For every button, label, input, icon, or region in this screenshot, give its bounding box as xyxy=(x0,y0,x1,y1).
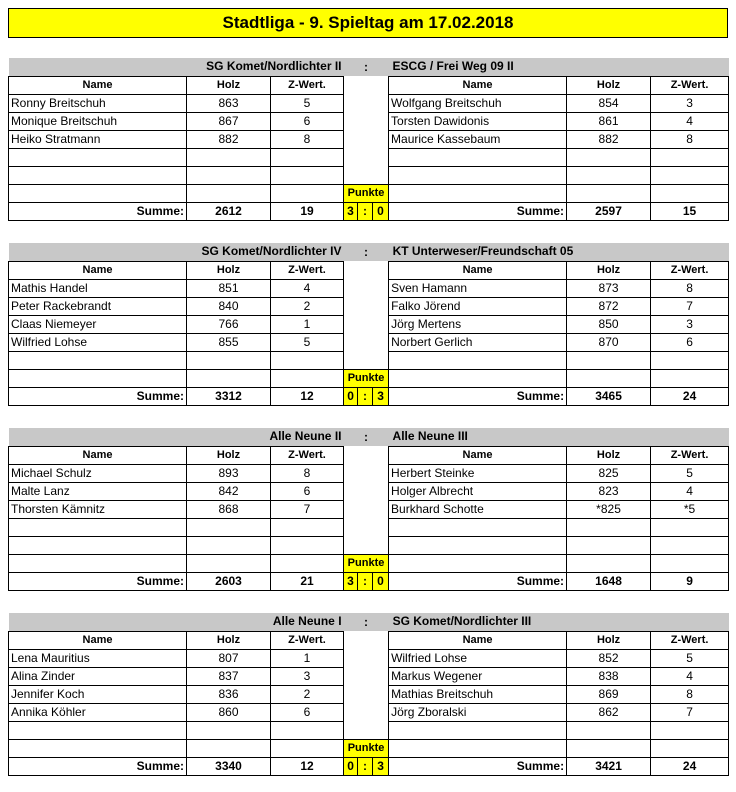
away-player-zwert xyxy=(651,369,729,387)
home-player-holz xyxy=(187,351,271,369)
home-player-zwert: 2 xyxy=(271,685,344,703)
home-player-zwert xyxy=(271,369,344,387)
col-header-name: Name xyxy=(9,446,187,464)
away-player-zwert: 8 xyxy=(651,130,729,148)
away-player-zwert xyxy=(651,166,729,184)
col-header-holz: Holz xyxy=(567,76,651,94)
sum-label: Summe: xyxy=(389,572,567,590)
away-player-name xyxy=(389,518,567,536)
away-sum-holz: 2597 xyxy=(567,202,651,220)
home-player-zwert xyxy=(271,554,344,572)
home-player-holz: 842 xyxy=(187,482,271,500)
home-player-zwert: 1 xyxy=(271,649,344,667)
away-player-zwert xyxy=(651,536,729,554)
away-player-name: Maurice Kassebaum xyxy=(389,130,567,148)
player-row xyxy=(9,667,729,685)
match-table xyxy=(8,58,729,221)
home-player-zwert xyxy=(271,148,344,166)
away-player-name: Burkhard Schotte xyxy=(389,500,567,518)
away-sum-zwert: 15 xyxy=(651,202,729,220)
home-player-zwert: 5 xyxy=(271,94,344,112)
col-header-holz: Holz xyxy=(567,446,651,464)
away-player-name: Norbert Gerlich xyxy=(389,333,567,351)
points-label: Punkte xyxy=(344,739,389,757)
col-header-holz: Holz xyxy=(187,631,271,649)
away-player-zwert xyxy=(651,554,729,572)
away-player-holz xyxy=(567,351,651,369)
points-separator: : xyxy=(358,387,373,405)
home-player-zwert: 6 xyxy=(271,482,344,500)
away-player-zwert xyxy=(651,351,729,369)
away-player-zwert: 3 xyxy=(651,94,729,112)
away-player-name xyxy=(389,148,567,166)
points-away: 0 xyxy=(373,572,389,590)
away-sum-holz: 1648 xyxy=(567,572,651,590)
player-row xyxy=(9,315,729,333)
home-player-holz xyxy=(187,184,271,202)
home-player-holz: 860 xyxy=(187,703,271,721)
away-player-zwert xyxy=(651,148,729,166)
player-row xyxy=(9,500,729,518)
points-home: 0 xyxy=(344,387,358,405)
away-player-zwert: 4 xyxy=(651,112,729,130)
col-header-holz: Holz xyxy=(567,631,651,649)
home-player-holz xyxy=(187,369,271,387)
home-player-name xyxy=(9,166,187,184)
away-player-holz xyxy=(567,518,651,536)
home-team-name: SG Komet/Nordlichter II xyxy=(9,58,344,76)
match-block xyxy=(8,428,728,591)
sum-row xyxy=(9,757,729,775)
col-header-name: Name xyxy=(389,446,567,464)
away-player-name: Falko Jörend xyxy=(389,297,567,315)
col-header-name: Name xyxy=(9,631,187,649)
away-player-name: Wolfgang Breitschuh xyxy=(389,94,567,112)
home-player-name: Annika Köhler xyxy=(9,703,187,721)
match-block xyxy=(8,58,728,221)
points-away: 3 xyxy=(373,757,389,775)
away-player-name xyxy=(389,184,567,202)
home-player-holz xyxy=(187,739,271,757)
home-sum-holz: 3340 xyxy=(187,757,271,775)
away-player-holz xyxy=(567,166,651,184)
home-player-zwert xyxy=(271,536,344,554)
player-row xyxy=(9,369,729,387)
points-label: Punkte xyxy=(344,369,389,387)
player-row xyxy=(9,94,729,112)
sum-row xyxy=(9,387,729,405)
away-player-zwert: 4 xyxy=(651,667,729,685)
home-player-zwert xyxy=(271,184,344,202)
away-player-holz: 882 xyxy=(567,130,651,148)
home-player-holz: 840 xyxy=(187,297,271,315)
home-player-zwert xyxy=(271,739,344,757)
player-row xyxy=(9,279,729,297)
home-player-name: Wilfried Lohse xyxy=(9,333,187,351)
points-separator: : xyxy=(358,572,373,590)
away-player-holz: 872 xyxy=(567,297,651,315)
away-player-name xyxy=(389,721,567,739)
home-sum-zwert: 21 xyxy=(271,572,344,590)
home-player-name: Peter Rackebrandt xyxy=(9,297,187,315)
home-player-name xyxy=(9,518,187,536)
home-player-holz: 893 xyxy=(187,464,271,482)
points-away: 3 xyxy=(373,387,389,405)
away-player-name: Sven Hamann xyxy=(389,279,567,297)
home-player-holz: 868 xyxy=(187,500,271,518)
sum-row xyxy=(9,572,729,590)
home-sum-holz: 2603 xyxy=(187,572,271,590)
away-player-name: Wilfried Lohse xyxy=(389,649,567,667)
home-player-name: Lena Mauritius xyxy=(9,649,187,667)
home-player-name xyxy=(9,148,187,166)
home-team-name: SG Komet/Nordlichter IV xyxy=(9,243,344,261)
home-player-holz xyxy=(187,721,271,739)
home-player-holz: 863 xyxy=(187,94,271,112)
away-player-name: Jörg Zboralski xyxy=(389,703,567,721)
match-table xyxy=(8,428,729,591)
away-team-name: ESCG / Frei Weg 09 II xyxy=(389,58,729,76)
home-player-name: Claas Niemeyer xyxy=(9,315,187,333)
away-player-zwert: 8 xyxy=(651,685,729,703)
home-sum-holz: 3312 xyxy=(187,387,271,405)
away-player-zwert: 7 xyxy=(651,297,729,315)
sum-label: Summe: xyxy=(389,757,567,775)
player-row xyxy=(9,721,729,739)
away-player-name xyxy=(389,554,567,572)
home-player-holz: 807 xyxy=(187,649,271,667)
away-team-name: Alle Neune III xyxy=(389,428,729,446)
points-label: Punkte xyxy=(344,554,389,572)
home-player-name: Alina Zinder xyxy=(9,667,187,685)
home-player-name xyxy=(9,369,187,387)
player-row xyxy=(9,464,729,482)
home-sum-holz: 2612 xyxy=(187,202,271,220)
home-player-name: Monique Breitschuh xyxy=(9,112,187,130)
points-separator: : xyxy=(358,202,373,220)
match-block xyxy=(8,613,728,776)
home-player-name: Mathis Handel xyxy=(9,279,187,297)
points-home: 3 xyxy=(344,202,358,220)
away-player-zwert xyxy=(651,721,729,739)
page-title: Stadtliga - 9. Spieltag am 17.02.2018 xyxy=(8,8,728,38)
away-sum-zwert: 24 xyxy=(651,387,729,405)
away-player-name: Mathias Breitschuh xyxy=(389,685,567,703)
away-player-name: Torsten Dawidonis xyxy=(389,112,567,130)
away-player-holz xyxy=(567,184,651,202)
match-block xyxy=(8,243,728,406)
points-away: 0 xyxy=(373,202,389,220)
home-player-zwert: 7 xyxy=(271,500,344,518)
home-player-zwert xyxy=(271,721,344,739)
player-row xyxy=(9,482,729,500)
home-player-holz xyxy=(187,554,271,572)
col-header-zwert: Z-Wert. xyxy=(271,261,344,279)
player-row xyxy=(9,130,729,148)
player-row xyxy=(9,554,729,572)
away-player-holz: 854 xyxy=(567,94,651,112)
home-player-holz xyxy=(187,166,271,184)
player-row xyxy=(9,148,729,166)
away-player-holz: 873 xyxy=(567,279,651,297)
match-table xyxy=(8,243,729,406)
home-player-name: Heiko Stratmann xyxy=(9,130,187,148)
away-player-name xyxy=(389,739,567,757)
home-player-zwert: 2 xyxy=(271,297,344,315)
team-separator: : xyxy=(344,613,389,631)
player-row xyxy=(9,351,729,369)
home-player-zwert: 8 xyxy=(271,464,344,482)
away-player-holz xyxy=(567,739,651,757)
player-row xyxy=(9,703,729,721)
home-player-name xyxy=(9,184,187,202)
away-player-holz xyxy=(567,554,651,572)
away-player-holz: 869 xyxy=(567,685,651,703)
sum-label: Summe: xyxy=(389,202,567,220)
away-player-name: Markus Wegener xyxy=(389,667,567,685)
col-header-zwert: Z-Wert. xyxy=(271,446,344,464)
away-player-holz: 838 xyxy=(567,667,651,685)
away-player-holz xyxy=(567,369,651,387)
away-player-name xyxy=(389,369,567,387)
col-header-holz: Holz xyxy=(187,76,271,94)
away-player-name: Jörg Mertens xyxy=(389,315,567,333)
away-player-holz: 823 xyxy=(567,482,651,500)
points-home: 3 xyxy=(344,572,358,590)
away-player-holz: 850 xyxy=(567,315,651,333)
away-player-name xyxy=(389,166,567,184)
col-header-holz: Holz xyxy=(187,446,271,464)
away-player-holz xyxy=(567,536,651,554)
sum-label: Summe: xyxy=(389,387,567,405)
points-label: Punkte xyxy=(344,184,389,202)
home-team-name: Alle Neune II xyxy=(9,428,344,446)
points-home: 0 xyxy=(344,757,358,775)
player-row xyxy=(9,112,729,130)
away-player-zwert: 8 xyxy=(651,279,729,297)
player-row xyxy=(9,333,729,351)
home-player-name: Thorsten Kämnitz xyxy=(9,500,187,518)
player-row xyxy=(9,184,729,202)
player-row xyxy=(9,166,729,184)
away-player-name: Holger Albrecht xyxy=(389,482,567,500)
sum-label: Summe: xyxy=(9,757,187,775)
home-player-holz xyxy=(187,536,271,554)
away-player-zwert: 7 xyxy=(651,703,729,721)
away-player-zwert xyxy=(651,739,729,757)
home-player-holz: 855 xyxy=(187,333,271,351)
home-player-zwert: 4 xyxy=(271,279,344,297)
team-separator: : xyxy=(344,58,389,76)
away-player-name xyxy=(389,536,567,554)
home-player-name: Jennifer Koch xyxy=(9,685,187,703)
home-sum-zwert: 12 xyxy=(271,387,344,405)
away-team-name: KT Unterweser/Freundschaft 05 xyxy=(389,243,729,261)
away-sum-holz: 3465 xyxy=(567,387,651,405)
home-player-zwert: 3 xyxy=(271,667,344,685)
home-player-holz: 836 xyxy=(187,685,271,703)
home-player-zwert: 1 xyxy=(271,315,344,333)
home-player-holz xyxy=(187,148,271,166)
home-player-zwert: 8 xyxy=(271,130,344,148)
away-sum-zwert: 9 xyxy=(651,572,729,590)
player-row xyxy=(9,649,729,667)
points-separator: : xyxy=(358,757,373,775)
sum-label: Summe: xyxy=(9,202,187,220)
away-sum-holz: 3421 xyxy=(567,757,651,775)
away-sum-zwert: 24 xyxy=(651,757,729,775)
home-team-name: Alle Neune I xyxy=(9,613,344,631)
home-player-zwert xyxy=(271,166,344,184)
sum-label: Summe: xyxy=(9,387,187,405)
col-header-zwert: Z-Wert. xyxy=(271,76,344,94)
away-player-holz xyxy=(567,721,651,739)
col-header-name: Name xyxy=(389,261,567,279)
col-header-name: Name xyxy=(9,76,187,94)
sum-row xyxy=(9,202,729,220)
away-player-holz: 825 xyxy=(567,464,651,482)
team-separator: : xyxy=(344,243,389,261)
home-player-zwert xyxy=(271,518,344,536)
away-player-name xyxy=(389,351,567,369)
player-row xyxy=(9,685,729,703)
home-player-holz: 766 xyxy=(187,315,271,333)
col-header-holz: Holz xyxy=(567,261,651,279)
home-player-name xyxy=(9,554,187,572)
home-player-name xyxy=(9,351,187,369)
team-separator: : xyxy=(344,428,389,446)
home-player-name: Michael Schulz xyxy=(9,464,187,482)
away-player-holz: *825 xyxy=(567,500,651,518)
away-player-holz: 852 xyxy=(567,649,651,667)
home-player-name: Malte Lanz xyxy=(9,482,187,500)
home-player-zwert: 5 xyxy=(271,333,344,351)
sum-label: Summe: xyxy=(9,572,187,590)
home-player-zwert xyxy=(271,351,344,369)
player-row xyxy=(9,536,729,554)
col-header-zwert: Z-Wert. xyxy=(651,261,729,279)
home-player-holz: 851 xyxy=(187,279,271,297)
col-header-zwert: Z-Wert. xyxy=(651,446,729,464)
away-player-holz xyxy=(567,148,651,166)
col-header-holz: Holz xyxy=(187,261,271,279)
home-player-name xyxy=(9,721,187,739)
away-player-holz: 861 xyxy=(567,112,651,130)
away-player-zwert: 4 xyxy=(651,482,729,500)
away-player-zwert xyxy=(651,184,729,202)
col-header-zwert: Z-Wert. xyxy=(651,631,729,649)
home-player-name xyxy=(9,739,187,757)
away-player-zwert: 5 xyxy=(651,464,729,482)
home-player-holz: 867 xyxy=(187,112,271,130)
home-player-zwert: 6 xyxy=(271,703,344,721)
away-player-zwert xyxy=(651,518,729,536)
home-player-zwert: 6 xyxy=(271,112,344,130)
home-player-name: Ronny Breitschuh xyxy=(9,94,187,112)
away-player-zwert: *5 xyxy=(651,500,729,518)
away-player-zwert: 5 xyxy=(651,649,729,667)
away-team-name: SG Komet/Nordlichter III xyxy=(389,613,729,631)
home-sum-zwert: 19 xyxy=(271,202,344,220)
col-header-zwert: Z-Wert. xyxy=(271,631,344,649)
home-player-holz: 882 xyxy=(187,130,271,148)
away-player-name: Herbert Steinke xyxy=(389,464,567,482)
col-header-name: Name xyxy=(389,631,567,649)
home-player-holz: 837 xyxy=(187,667,271,685)
player-row xyxy=(9,297,729,315)
col-header-name: Name xyxy=(9,261,187,279)
player-row xyxy=(9,518,729,536)
away-player-zwert: 6 xyxy=(651,333,729,351)
match-table xyxy=(8,613,729,776)
col-header-zwert: Z-Wert. xyxy=(651,76,729,94)
away-player-holz: 862 xyxy=(567,703,651,721)
home-sum-zwert: 12 xyxy=(271,757,344,775)
home-player-holz xyxy=(187,518,271,536)
player-row xyxy=(9,739,729,757)
col-header-name: Name xyxy=(389,76,567,94)
home-player-name xyxy=(9,536,187,554)
away-player-holz: 870 xyxy=(567,333,651,351)
away-player-zwert: 3 xyxy=(651,315,729,333)
